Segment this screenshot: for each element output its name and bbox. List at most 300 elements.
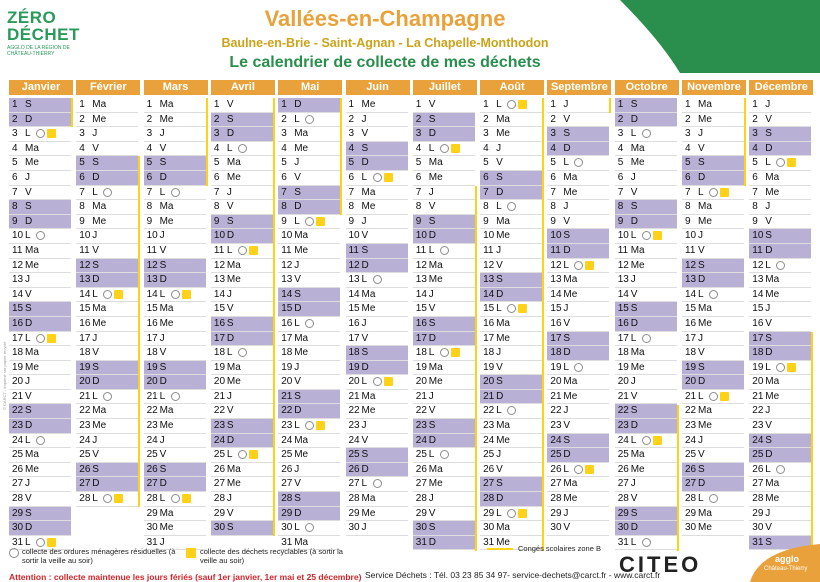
day-number: 10 xyxy=(348,230,360,242)
day-row xyxy=(480,492,542,507)
weekday: D xyxy=(294,405,302,417)
day-row xyxy=(144,375,206,390)
day-row xyxy=(211,113,273,128)
day-number: 3 xyxy=(146,128,153,140)
day-row xyxy=(144,186,206,201)
day-row xyxy=(682,156,744,171)
day-number: 19 xyxy=(79,361,91,373)
grey-circle-icon xyxy=(776,363,785,372)
day-row xyxy=(413,302,475,317)
weekday: L xyxy=(630,332,637,344)
day-number: 19 xyxy=(213,361,226,373)
day-row xyxy=(682,302,744,317)
day-number: 20 xyxy=(146,376,158,388)
weekday: V xyxy=(428,507,436,519)
day-number: 13 xyxy=(550,274,562,286)
yellow-square-icon xyxy=(653,231,662,240)
day-number: 15 xyxy=(415,303,427,315)
month-header: Novembre xyxy=(682,80,746,95)
weekday: L xyxy=(496,201,502,213)
yellow-square-icon xyxy=(451,144,460,153)
day-number: 5 xyxy=(213,157,220,169)
day-row xyxy=(547,171,609,186)
weekday: V xyxy=(496,157,503,169)
weekday: S xyxy=(159,463,167,475)
day-row xyxy=(480,156,542,171)
weekday: S xyxy=(428,113,436,125)
weekday: V xyxy=(25,186,32,198)
day-number: 28 xyxy=(685,493,697,505)
weekday: Me xyxy=(563,186,578,198)
weekday: V xyxy=(630,493,638,505)
day-row xyxy=(547,419,609,434)
month-header: Août xyxy=(480,80,544,95)
weekday: Ma xyxy=(428,157,443,169)
weekday: J xyxy=(428,186,434,198)
day-row xyxy=(211,521,273,536)
weekday: V xyxy=(92,347,99,359)
day-number: 13 xyxy=(281,274,293,286)
day-row xyxy=(278,302,340,317)
weekday: Ma xyxy=(25,244,39,256)
day-row xyxy=(346,244,408,259)
weekday: Ma xyxy=(226,463,241,475)
day-row xyxy=(144,477,206,492)
day-number: 4 xyxy=(213,142,220,154)
day-number: 28 xyxy=(415,493,427,505)
day-number: 11 xyxy=(415,244,427,256)
weekday: V xyxy=(496,259,503,271)
service-contact: Service Déchets : Tél. 03 23 85 34 97- service-dechets@carct.fr - www.carct.fr xyxy=(365,570,661,580)
day-number: 9 xyxy=(550,215,556,227)
day-number: 6 xyxy=(348,171,355,183)
weekday: D xyxy=(698,376,706,388)
day-number: 21 xyxy=(483,390,495,402)
weekday: V xyxy=(226,303,234,315)
day-row xyxy=(278,434,340,449)
day-number: 18 xyxy=(685,347,697,359)
weekday: Ma xyxy=(159,507,174,519)
day-row xyxy=(211,463,273,478)
day-row xyxy=(547,332,609,347)
day-number: 31 xyxy=(281,536,293,548)
day-row xyxy=(76,98,138,113)
weekday: J xyxy=(765,507,771,519)
day-number: 25 xyxy=(348,449,360,461)
day-row xyxy=(211,302,273,317)
day-number: 9 xyxy=(617,215,624,227)
day-row xyxy=(615,463,677,478)
weekday: S xyxy=(698,463,705,475)
day-number: 26 xyxy=(213,463,226,475)
day-number: 30 xyxy=(415,522,427,534)
weekday: L xyxy=(698,493,704,505)
day-number: 13 xyxy=(79,274,91,286)
day-number: 17 xyxy=(281,332,293,344)
day-row xyxy=(682,375,744,390)
day-number: 1 xyxy=(415,99,422,110)
day-row xyxy=(278,259,340,274)
weekday: V xyxy=(92,142,99,154)
weekday: J xyxy=(496,244,502,256)
day-row xyxy=(682,492,744,507)
day-number: 27 xyxy=(685,478,697,490)
day-row xyxy=(76,332,138,347)
holiday-bar xyxy=(609,98,611,113)
weekday: V xyxy=(92,449,99,461)
day-number: 18 xyxy=(12,347,24,359)
day-row xyxy=(749,244,811,259)
weekday: D xyxy=(630,522,638,534)
month-header: Avril xyxy=(211,80,275,95)
day-number: 6 xyxy=(415,171,422,183)
month-header: Octobre xyxy=(615,80,679,95)
day-number: 10 xyxy=(617,230,629,242)
day-row xyxy=(547,390,609,405)
day-row xyxy=(9,375,71,390)
day-row xyxy=(749,361,811,376)
weekday: L xyxy=(630,230,637,242)
grey-circle-icon xyxy=(238,246,247,255)
day-number: 1 xyxy=(348,99,355,110)
day-row xyxy=(346,361,408,376)
day-number: 14 xyxy=(483,288,495,300)
day-number: 6 xyxy=(213,171,220,183)
weekday: Ma xyxy=(25,347,39,359)
weekday: Ma xyxy=(428,259,443,271)
day-row xyxy=(413,390,475,405)
day-row xyxy=(9,332,71,347)
weekday: D xyxy=(428,332,437,344)
day-row xyxy=(211,477,273,492)
weekday: V xyxy=(765,522,772,534)
day-number: 30 xyxy=(685,522,697,534)
weekday: Me xyxy=(92,113,107,125)
weekday: S xyxy=(92,361,99,373)
day-row xyxy=(346,171,408,186)
weekday: Me xyxy=(361,303,376,315)
day-number: 19 xyxy=(415,361,427,373)
yellow-square-icon xyxy=(720,392,729,401)
day-number: 19 xyxy=(348,361,360,373)
grey-circle-icon xyxy=(9,548,19,558)
day-number: 20 xyxy=(415,376,427,388)
day-row xyxy=(9,419,71,434)
day-number: 12 xyxy=(483,259,495,271)
weekday: L xyxy=(226,449,233,461)
weekday: J xyxy=(563,303,569,315)
day-row xyxy=(615,273,677,288)
day-row xyxy=(9,302,71,317)
day-row xyxy=(9,390,71,405)
day-row xyxy=(144,229,206,244)
day-number: 16 xyxy=(617,317,629,329)
grey-circle-icon xyxy=(709,290,718,299)
day-row xyxy=(749,186,811,201)
weekday: J xyxy=(630,274,636,286)
weekday: J xyxy=(698,332,703,344)
day-number: 25 xyxy=(483,449,495,461)
weekday: V xyxy=(698,347,705,359)
weekday: D xyxy=(563,244,571,256)
day-row xyxy=(615,477,677,492)
day-row xyxy=(9,317,71,332)
day-number: 5 xyxy=(146,157,153,169)
day-row xyxy=(749,375,811,390)
grey-circle-icon xyxy=(776,261,785,270)
weekday: J xyxy=(630,478,636,490)
day-row xyxy=(480,419,542,434)
grey-circle-icon xyxy=(642,436,651,445)
grey-circle-icon xyxy=(507,304,516,313)
day-number: 30 xyxy=(483,522,495,534)
day-row xyxy=(76,317,138,332)
day-row xyxy=(144,492,206,507)
day-row xyxy=(682,361,744,376)
grey-circle-icon xyxy=(574,363,583,372)
weekday: D xyxy=(563,449,571,461)
day-row xyxy=(480,200,542,215)
weekday: V xyxy=(496,463,503,475)
yellow-square-icon xyxy=(114,290,123,299)
day-number: 6 xyxy=(752,171,758,183)
day-number: 3 xyxy=(483,128,489,140)
day-row xyxy=(346,288,408,303)
day-number: 21 xyxy=(348,390,360,402)
weekday: Ma xyxy=(630,142,645,154)
weekday: S xyxy=(630,507,638,519)
weekday: D xyxy=(630,317,638,329)
day-number: 18 xyxy=(146,347,158,359)
day-row xyxy=(547,142,609,157)
day-row xyxy=(413,375,475,390)
day-row xyxy=(9,171,71,186)
day-row xyxy=(682,200,744,215)
day-number: 22 xyxy=(617,405,629,417)
weekday: L xyxy=(92,390,98,402)
day-number: 1 xyxy=(550,99,556,110)
day-number: 29 xyxy=(483,507,495,519)
day-row xyxy=(9,521,71,536)
yellow-square-icon xyxy=(518,100,527,109)
weekday: Me xyxy=(25,157,39,169)
day-row xyxy=(480,259,542,274)
weekday: J xyxy=(496,449,502,461)
weekday: Ma xyxy=(92,99,107,110)
weekday: S xyxy=(25,303,32,315)
day-row xyxy=(749,288,811,303)
day-number: 1 xyxy=(213,99,220,110)
weekday: Me xyxy=(630,157,645,169)
day-row xyxy=(144,259,206,274)
day-row xyxy=(682,477,744,492)
month-column xyxy=(76,80,140,540)
day-row xyxy=(615,186,677,201)
weekday: Me xyxy=(765,186,780,198)
weekday: S xyxy=(361,244,369,256)
day-row xyxy=(346,156,408,171)
day-row xyxy=(547,113,609,128)
month-column xyxy=(346,80,410,540)
weekday: V xyxy=(630,186,638,198)
day-number: 1 xyxy=(79,99,85,110)
weekday: V xyxy=(630,288,638,300)
day-row xyxy=(76,244,138,259)
yellow-square-icon xyxy=(186,548,196,558)
day-number: 5 xyxy=(752,157,758,169)
day-number: 15 xyxy=(146,303,158,315)
weekday: S xyxy=(25,507,32,519)
day-number: 14 xyxy=(281,288,293,300)
day-number: 6 xyxy=(685,171,691,183)
weekday: L xyxy=(294,317,300,329)
day-number: 7 xyxy=(415,186,422,198)
day-row xyxy=(547,492,609,507)
weekday: J xyxy=(226,186,232,198)
yellow-square-icon xyxy=(585,261,594,270)
holiday-bar xyxy=(138,156,140,506)
day-number: 9 xyxy=(79,215,85,227)
weekday: D xyxy=(25,113,33,125)
day-row xyxy=(749,448,811,463)
day-number: 31 xyxy=(12,536,24,548)
weekday: D xyxy=(765,142,773,154)
day-number: 20 xyxy=(281,376,293,388)
weekday: Ma xyxy=(226,361,241,373)
day-row xyxy=(278,419,340,434)
grey-circle-icon xyxy=(642,231,651,240)
day-row xyxy=(76,419,138,434)
weekday: S xyxy=(630,303,638,315)
day-number: 15 xyxy=(281,303,293,315)
weekday: L xyxy=(765,463,771,475)
weekday: L xyxy=(361,376,368,388)
day-number: 8 xyxy=(281,201,287,213)
day-number: 5 xyxy=(617,157,624,169)
day-row xyxy=(682,507,744,522)
day-number: 2 xyxy=(483,113,489,125)
day-row xyxy=(413,156,475,171)
weekday: V xyxy=(361,128,369,140)
yellow-square-icon xyxy=(47,129,56,138)
grey-circle-icon xyxy=(171,494,180,503)
day-row xyxy=(480,317,542,332)
weekday: D xyxy=(92,478,100,490)
day-row xyxy=(346,332,408,347)
weekday: J xyxy=(294,463,300,475)
day-number: 2 xyxy=(550,113,556,125)
weekday: Me xyxy=(765,493,780,505)
weekday: D xyxy=(698,274,706,286)
day-row xyxy=(211,361,273,376)
day-number: 4 xyxy=(12,142,18,154)
weekday: S xyxy=(496,274,503,286)
day-number: 2 xyxy=(348,113,355,125)
day-row xyxy=(144,521,206,536)
day-number: 5 xyxy=(415,157,422,169)
weekday: Me xyxy=(698,215,712,227)
day-row xyxy=(480,404,542,419)
weekday: D xyxy=(159,171,167,183)
weekday: J xyxy=(698,434,703,446)
day-row xyxy=(278,390,340,405)
day-row xyxy=(278,375,340,390)
day-number: 17 xyxy=(685,332,697,344)
day-number: 13 xyxy=(752,274,764,286)
weekday: L xyxy=(159,288,166,300)
day-row xyxy=(749,156,811,171)
grey-circle-icon xyxy=(440,144,449,153)
day-number: 4 xyxy=(685,142,691,154)
day-number: 23 xyxy=(146,420,158,432)
month-header: Décembre xyxy=(749,80,813,95)
day-row xyxy=(144,142,206,157)
weekday: L xyxy=(698,288,704,300)
weekday: Ma xyxy=(159,201,174,213)
day-number: 18 xyxy=(213,347,226,359)
yellow-square-icon xyxy=(653,436,662,445)
weekday: L xyxy=(25,536,31,548)
day-row xyxy=(76,156,138,171)
weekday: V xyxy=(226,405,234,417)
grey-circle-icon xyxy=(36,231,45,240)
day-number: 28 xyxy=(12,493,24,505)
weekday: V xyxy=(496,361,503,373)
weekday: J xyxy=(698,128,703,140)
day-number: 10 xyxy=(685,230,697,242)
weekday: L xyxy=(226,142,233,154)
holiday-bar xyxy=(677,405,679,551)
day-number: 27 xyxy=(348,478,360,490)
day-row xyxy=(615,448,677,463)
legend-sort-text: collecte des déchets recyclables (à sortir la veille au soir) xyxy=(200,547,343,565)
day-number: 16 xyxy=(550,317,562,329)
day-number: 11 xyxy=(281,244,292,256)
day-number: 29 xyxy=(617,507,629,519)
day-row xyxy=(211,142,273,157)
day-row xyxy=(278,171,340,186)
grey-circle-icon xyxy=(103,290,112,299)
day-row xyxy=(76,142,138,157)
day-row xyxy=(615,98,677,113)
grey-circle-icon xyxy=(373,479,382,488)
weekday: Ma xyxy=(563,478,578,490)
day-number: 2 xyxy=(79,113,85,125)
day-row xyxy=(9,127,71,142)
day-row xyxy=(547,404,609,419)
day-number: 24 xyxy=(12,434,24,446)
day-number: 13 xyxy=(617,274,629,286)
weekday: Me xyxy=(428,478,443,490)
day-number: 19 xyxy=(281,361,293,373)
weekday: J xyxy=(496,142,502,154)
weekday: Me xyxy=(159,522,174,534)
weekday: S xyxy=(765,332,772,344)
weekday: Ma xyxy=(698,507,712,519)
weekday: S xyxy=(226,317,234,329)
weekday: J xyxy=(159,536,165,548)
weekday: Me xyxy=(428,171,443,183)
weekday: Ma xyxy=(294,128,309,140)
day-number: 26 xyxy=(281,463,293,475)
day-number: 26 xyxy=(146,463,158,475)
weekday: L xyxy=(563,259,569,271)
weekday: V xyxy=(25,390,32,402)
yellow-square-icon xyxy=(787,158,796,167)
day-row xyxy=(9,448,71,463)
weekday: J xyxy=(159,434,165,446)
day-row xyxy=(278,521,340,536)
